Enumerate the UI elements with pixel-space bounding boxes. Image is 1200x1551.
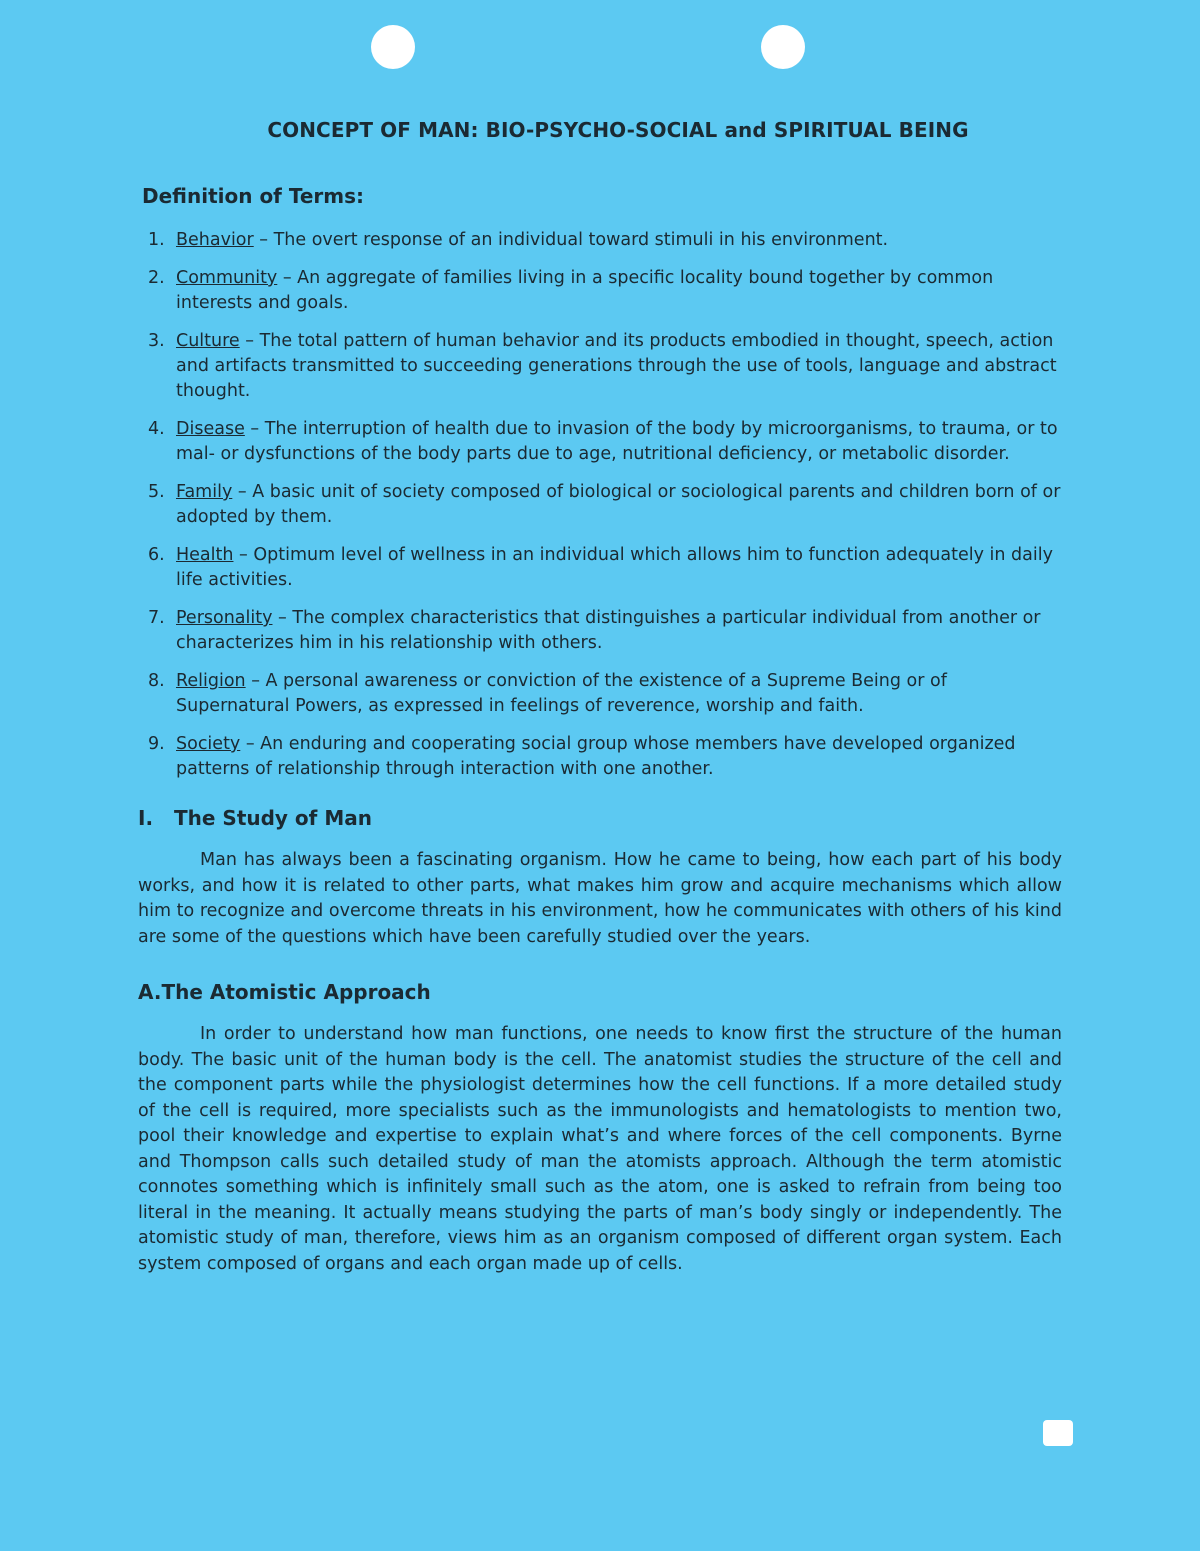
definition-number: 8. — [148, 671, 165, 691]
definitions-heading: Definition of Terms: — [142, 184, 365, 208]
definition-term: Health — [176, 545, 234, 565]
definition-number: 5. — [148, 482, 165, 502]
definition-text: – An aggregate of families living in a specific locality bound together by common interests and goals. — [176, 268, 994, 313]
definition-number: 6. — [148, 545, 165, 565]
definition-text: – The complex characteristics that distinguishes a particular individual from another or characterizes him in his relationship with others. — [176, 608, 1041, 653]
definition-number: 1. — [148, 230, 165, 250]
definition-item — [138, 329, 1062, 404]
atomistic-approach-paragraph: In order to understand how man functions, one needs to know first the structure of the human body. The basic unit of the human body is the cell. The anatomist studies the structure of the cell and the component parts while the physiologist determines how the cell functions. If a more detailed study of the cell is required, more specialists such as the immunologists and hematologists to mention two, pool their knowledge and expertise to explain what’s and where forces of the cell components. Byrne and Thompson calls such detailed study of man the atomists approach. Although the term atomistic connotes something which is infinitely small such as the atom, one is asked to refrain from being too literal in the meaning. It actually means studying the parts of man’s body singly or independently. The atomistic study of man, therefore, views him as an organism composed of different organ system. Each system composed of organs and each organ made up of cells. — [138, 1024, 1062, 1274]
definition-text: – Optimum level of wellness in an individual which allows him to function adequately in daily life activities. — [176, 545, 1053, 590]
definition-term: Society — [176, 734, 241, 754]
punch-hole-left — [371, 25, 415, 69]
definition-text: – The overt response of an individual toward stimuli in his environment. — [253, 230, 889, 250]
definition-term: Family — [176, 482, 233, 502]
definition-term: Religion — [176, 671, 246, 691]
atomistic-approach-heading: A.The Atomistic Approach — [138, 980, 431, 1004]
definition-number: 4. — [148, 419, 165, 439]
corner-mark — [1043, 1420, 1073, 1446]
punch-hole-right — [761, 25, 805, 69]
definition-item — [138, 669, 1062, 719]
definition-item — [138, 266, 1062, 316]
definition-item — [138, 543, 1062, 593]
definitions-list — [138, 228, 1062, 782]
definition-number: 3. — [148, 331, 165, 351]
study-of-man-paragraph: Man has always been a fascinating organism. How he came to being, how each part of his body works, and how it is related to other parts, what makes him grow and acquire mechanisms which allow him to recognize and overcome threats in his environment, how he communicates with others of his kind are some of the questions which have been carefully studied over the years. — [138, 850, 1062, 947]
definition-text: – The total pattern of human behavior and its products embodied in thought, speech, action and artifacts transmitted to succeeding generations through the use of tools, language and abstract thought. — [176, 331, 1057, 401]
definition-item — [138, 417, 1062, 467]
definition-item — [138, 732, 1062, 782]
definition-item — [138, 228, 1062, 253]
definition-text: – The interruption of health due to invasion of the body by microorganisms, to trauma, or to mal- or dysfunctions of the body parts due to age, nutritional deficiency, or metabolic disorder. — [176, 419, 1058, 464]
definition-text: – A basic unit of society composed of biological or sociological parents and children born of or adopted by them. — [176, 482, 1061, 527]
document-page — [138, 118, 1062, 1277]
study-of-man-heading — [138, 806, 1062, 830]
definition-number: 2. — [148, 268, 165, 288]
definition-term: Disease — [176, 419, 245, 439]
definition-term: Personality — [176, 608, 273, 628]
document-title: CONCEPT OF MAN: BIO-PSYCHO-SOCIAL and SPIRITUAL BEING — [267, 118, 969, 142]
section-title: The Study of Man — [174, 806, 372, 830]
definition-item — [138, 480, 1062, 530]
definition-term: Behavior — [176, 230, 254, 250]
section-numeral: I. — [138, 806, 154, 830]
definition-text: – An enduring and cooperating social group whose members have developed organized patterns of relationship through interaction with one another. — [176, 734, 1016, 779]
definition-item — [138, 606, 1062, 656]
definition-number: 9. — [148, 734, 165, 754]
definition-number: 7. — [148, 608, 165, 628]
definition-term: Community — [176, 268, 278, 288]
definition-term: Culture — [176, 331, 240, 351]
definition-text: – A personal awareness or conviction of the existence of a Supreme Being or of Supernatural Powers, as expressed in feelings of reverence, worship and faith. — [176, 671, 947, 716]
